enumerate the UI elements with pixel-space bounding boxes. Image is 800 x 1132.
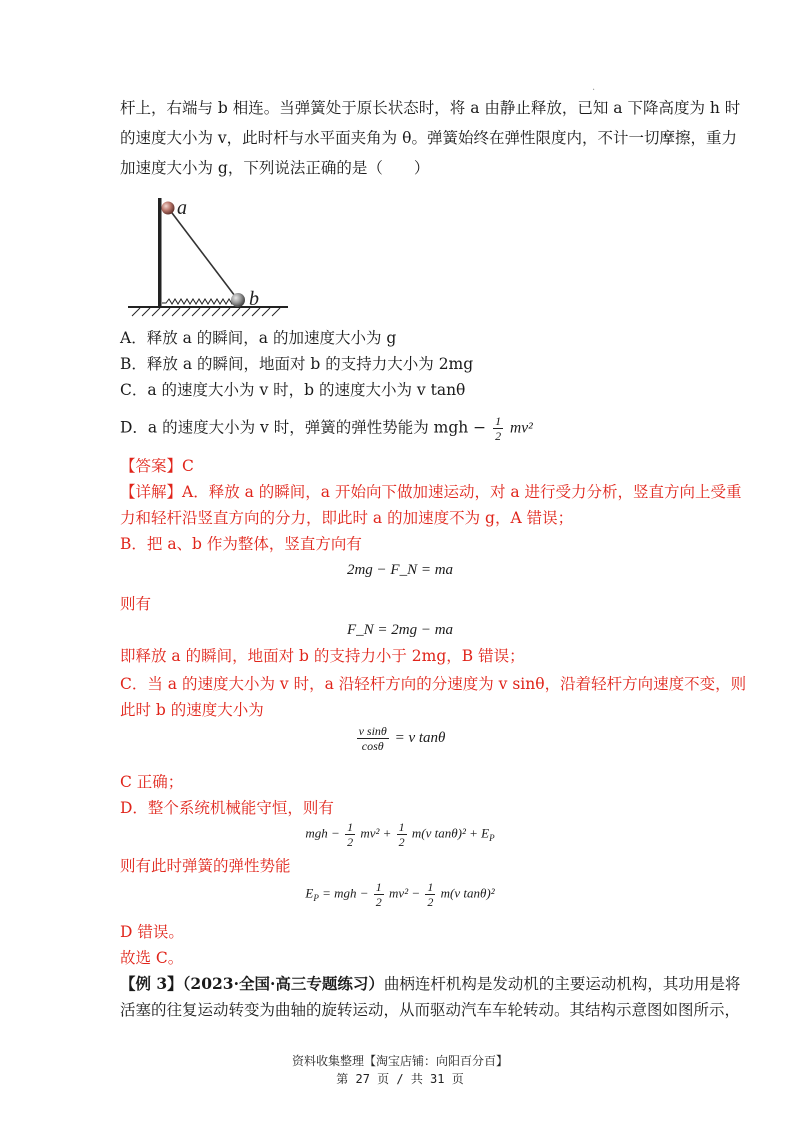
explanation-line-7: 此时 b 的速度大小为 [120, 701, 264, 719]
explanation-line-6: C．当 a 的速度大小为 v 时，a 沿轻杆方向的分速度为 v sinθ，沿着轻杆方向速度不变，则 [120, 675, 747, 693]
footer-page-number: 第 27 页 / 共 31 页 [336, 1072, 464, 1086]
spring-rod-figure [128, 190, 293, 320]
label-b: b [249, 288, 259, 310]
spring [162, 299, 238, 304]
ball-b [231, 293, 245, 307]
light-rod [169, 209, 238, 300]
label-a: a [177, 197, 187, 219]
explanation-line-10: 则有此时弹簧的弹性势能 [120, 857, 291, 875]
option-a: A．释放 a 的瞬间，a 的加速度大小为 g [120, 329, 397, 347]
explanation-line-3: B．把 a、b 作为整体，竖直方向有 [120, 535, 362, 553]
explanation-line-8: C 正确； [120, 773, 184, 791]
example3-line-2: 活塞的往复运动转变为曲轴的旋转运动，从而驱动汽车车轮转动。其结构示意图如图所示， [120, 1001, 741, 1019]
explanation-line-5: 即释放 a 的瞬间，地面对 b 的支持力小于 2mg，B 错误； [120, 647, 525, 665]
explanation-line-11: D 错误。 [120, 923, 184, 941]
vertical-wall [158, 198, 162, 308]
equation-2: F_N = 2mg − ma [346, 622, 454, 638]
problem-line-1: 杆上，右端与 b 相连。当弹簧处于原长状态时，将 a 由静止释放，已知 a 下降高度为 h 时 [120, 99, 741, 117]
option-d: D．a 的速度大小为 v 时，弹簧的弹性势能为 mgh − $\frac{1}{2}$ mv² [120, 414, 533, 443]
option-b: B．释放 a 的瞬间，地面对 b 的支持力大小为 2mg [120, 355, 474, 373]
explanation-line-2: 力和轻杆沿竖直方向的分力，即此时 a 的加速度不为 g，A 错误； [120, 509, 574, 527]
explanation-line-1: 【详解】A．释放 a 的瞬间，a 开始向下做加速运动，对 a 进行受力分析，竖直方向上受重 [120, 483, 742, 501]
answer-label: 【答案】C [120, 457, 194, 475]
equation-3: $\frac{\text{v sinθ}}{\cos\theta}$ = v tanθ [358, 724, 446, 753]
problem-line-2: 的速度大小为 v，此时杆与水平面夹角为 θ。弹簧始终在弹性限度内，不计一切摩擦，重力 [120, 129, 737, 147]
ball-a [162, 202, 175, 215]
explanation-line-9: D．整个系统机械能守恒，则有 [120, 799, 334, 817]
equation-5: $E_P$ = mgh − $\frac{1}{2}$ mv² − $\frac{1}{2}$ m(v tanθ)² [305, 880, 495, 909]
equation-4: mgh − $\frac{1}{2}$ mv² + $\frac{1}{2}$ m(v $\tan\theta)^2 + E_P$ [305, 820, 495, 849]
footer-source: 资料收集整理【淘宝店铺：向阳百分百】 [291, 1054, 508, 1068]
explanation-line-4: 则有 [120, 595, 152, 613]
option-c: C．a 的速度大小为 v 时，b 的速度大小为 v tanθ [120, 381, 466, 399]
equation-1: 2mg − F_N = ma [346, 562, 454, 578]
document-page: . 杆上，右端与 b 相连。当弹簧处于原长状态时，将 a 由静止释放，已知 a 下降高度为 h 时 的速度大小为 v，此时杆与水平面夹角为 θ。弹簧始终在弹性限度内，不计一切摩擦，重力 加速度大小为 g，下列说法正确的是（ ） a b A．释放 a 的瞬间，a 的加速度大小为 g B．释放 a 的瞬间，地面对 b 的支持力大小为 2mg C．a 的速度大小为 v 时，b 的速度大小为 v tanθ D．a 的速度大小为 v 时，弹簧的弹性势能为 mgh − $\frac{1}{2}$ mv² 【答案】C 【详解】A．释放 a 的瞬间，a 开始向下做加速运动，对 a 进行受力分析，竖直方向上受重 力和轻杆沿竖直方向的分力，即此时 a 的加速度不为 g，A 错误； B．把 a、b 作为整体，竖直方向有 2mg − F_N = ma 则有 F_N = 2mg − ma 即释放 a 的瞬间，地面对 b 的支持力小于 2mg，B 错误； C．当 a 的速度大小为 v 时，a 沿轻杆方向的分速度为 v sinθ，沿着轻杆方向速度不变，则 此时 b 的速度大小为 $\frac{\text{v sinθ}}{\cos\theta}$ = v tanθ C 正确； D．整个系统机械能守恒，则有 mgh − $\frac{1}{2}$ mv² + $\frac{1}{2}$ m(v $\tan\theta)^2 + E_P$ 则有此时弹簧的弹性势能 $E_P$ = mgh − $\frac{1}{2}$ mv² − $\frac{1}{2}$ m(v tanθ)² D 错误。 故选 C。 【例 3】（2023·全国·高三专题练习）曲柄连杆机构是发动机的主要运动机构，其功用是将 活塞的往复运动转变为曲轴的旋转运动，从而驱动汽车车轮转动。其结构示意图如图所示， 资料收集整理【淘宝店铺：向阳百分百】 第 27 页 / 共 31 页 [0, 0, 800, 1132]
explanation-line-12: 故选 C。 [120, 949, 184, 967]
problem-line-3: 加速度大小为 g，下列说法正确的是（ ） [120, 159, 430, 177]
example3-line-1: 【例 3】（2023·全国·高三专题练习）曲柄连杆机构是发动机的主要运动机构，其功用是将 [120, 974, 741, 993]
